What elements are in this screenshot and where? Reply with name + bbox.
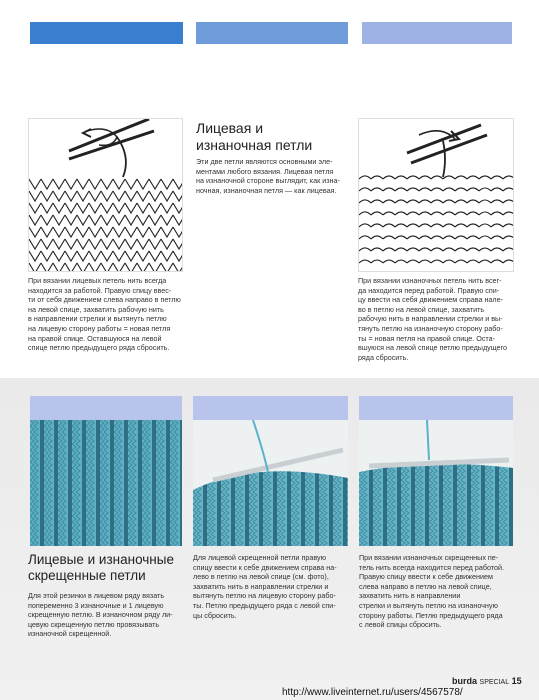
rib-swatch-texture — [30, 420, 182, 546]
purl-crossed-caption: При вязании изнаночных скрещенных пе- тель нить всегда находится перед работой. Правую спицу ввести к себе движением слева направо в петлю на левой спице, захватить нить в направлении стрелки и вытянуть петлю на изнаночную сторону работы. Петлю предыдущего ряда с левой спицы сбросить. — [359, 553, 505, 630]
header-band-left — [30, 22, 183, 44]
brand-name: burda — [452, 676, 478, 686]
section-title-crossed-stitches: Лицевые и изнаночные скрещенные петли — [28, 552, 174, 583]
header-band-middle — [196, 22, 348, 44]
section-title-basic-stitches: Лицевая и изнаночная петли — [196, 120, 313, 153]
rib-caption: Для этой резинки в лицевом ряду вязать попеременно 3 изнаночные и 1 лицевую скрещенную петлю. В изнаночном ряду ли- цевую скрещенную петлю провязывать изнаночной скрещенной. — [28, 591, 173, 639]
header-band-right — [362, 22, 512, 44]
purl-crossed-texture — [359, 420, 513, 546]
knit-stitch-illustration — [28, 118, 183, 272]
knit-crossed-texture — [193, 420, 348, 546]
knit-stitch-caption: При вязании лицевых петель нить всегда находится за работой. Правую спицу ввес- ти от себя движением слева направо в петлю на левой спице, захватить рабочую нить в направлении стрелки и вытянуть петлю на лицевую сторону работы = новая петля на правой спице. Оставшуюся на левой спице петлю предыдущего ряда сбросить. — [28, 276, 181, 353]
purl-stitch-illustration — [358, 118, 514, 272]
rib-swatch-photo — [30, 420, 182, 546]
intro-text: Эти две петли являются основными эле- ментами любого вязания. Лицевая петля на изнаночной стороне выглядит, как изна- ночная, изнаночная петля — как лицевая. — [196, 157, 340, 195]
brand-suffix: SPECIAL — [479, 679, 510, 686]
knit-stitch-diagram — [29, 119, 182, 271]
purl-crossed-photo — [359, 420, 513, 546]
footer-brand — [452, 676, 522, 686]
knit-crossed-photo — [193, 420, 348, 546]
knit-crossed-caption: Для лицевой скрещенной петли правую спицу ввести к себе движением справа на- лево в петлю на левой спице (см. фото), захватить нить в направлении стрелки и вытянуть петлю на лицевую сторону рабо- ты. Петлю предыдущего ряда с левой спи- цы сбросить. — [193, 553, 337, 620]
purl-stitch-diagram — [359, 119, 513, 271]
watermark-url[interactable]: http://www.liveinternet.ru/users/4567578/ — [282, 687, 463, 698]
purl-stitch-caption: При вязании изнаночных петель нить всег- да находится перед работой. Правую спи- цу ввести на себя движением справа нале- во в петлю на левой спице, захватить рабочую нить в направлении стрелки и вы- тянуть петлю на изнаночную сторону рабо- ты = новая петля на правой спице. Оста- вшуюся на левой спице петлю предыдущего ряда сбросить. — [358, 276, 508, 362]
photo-band-middle — [193, 396, 348, 420]
photo-band-left — [30, 396, 182, 420]
page-number: 15 — [511, 676, 522, 686]
photo-band-right — [359, 396, 513, 420]
